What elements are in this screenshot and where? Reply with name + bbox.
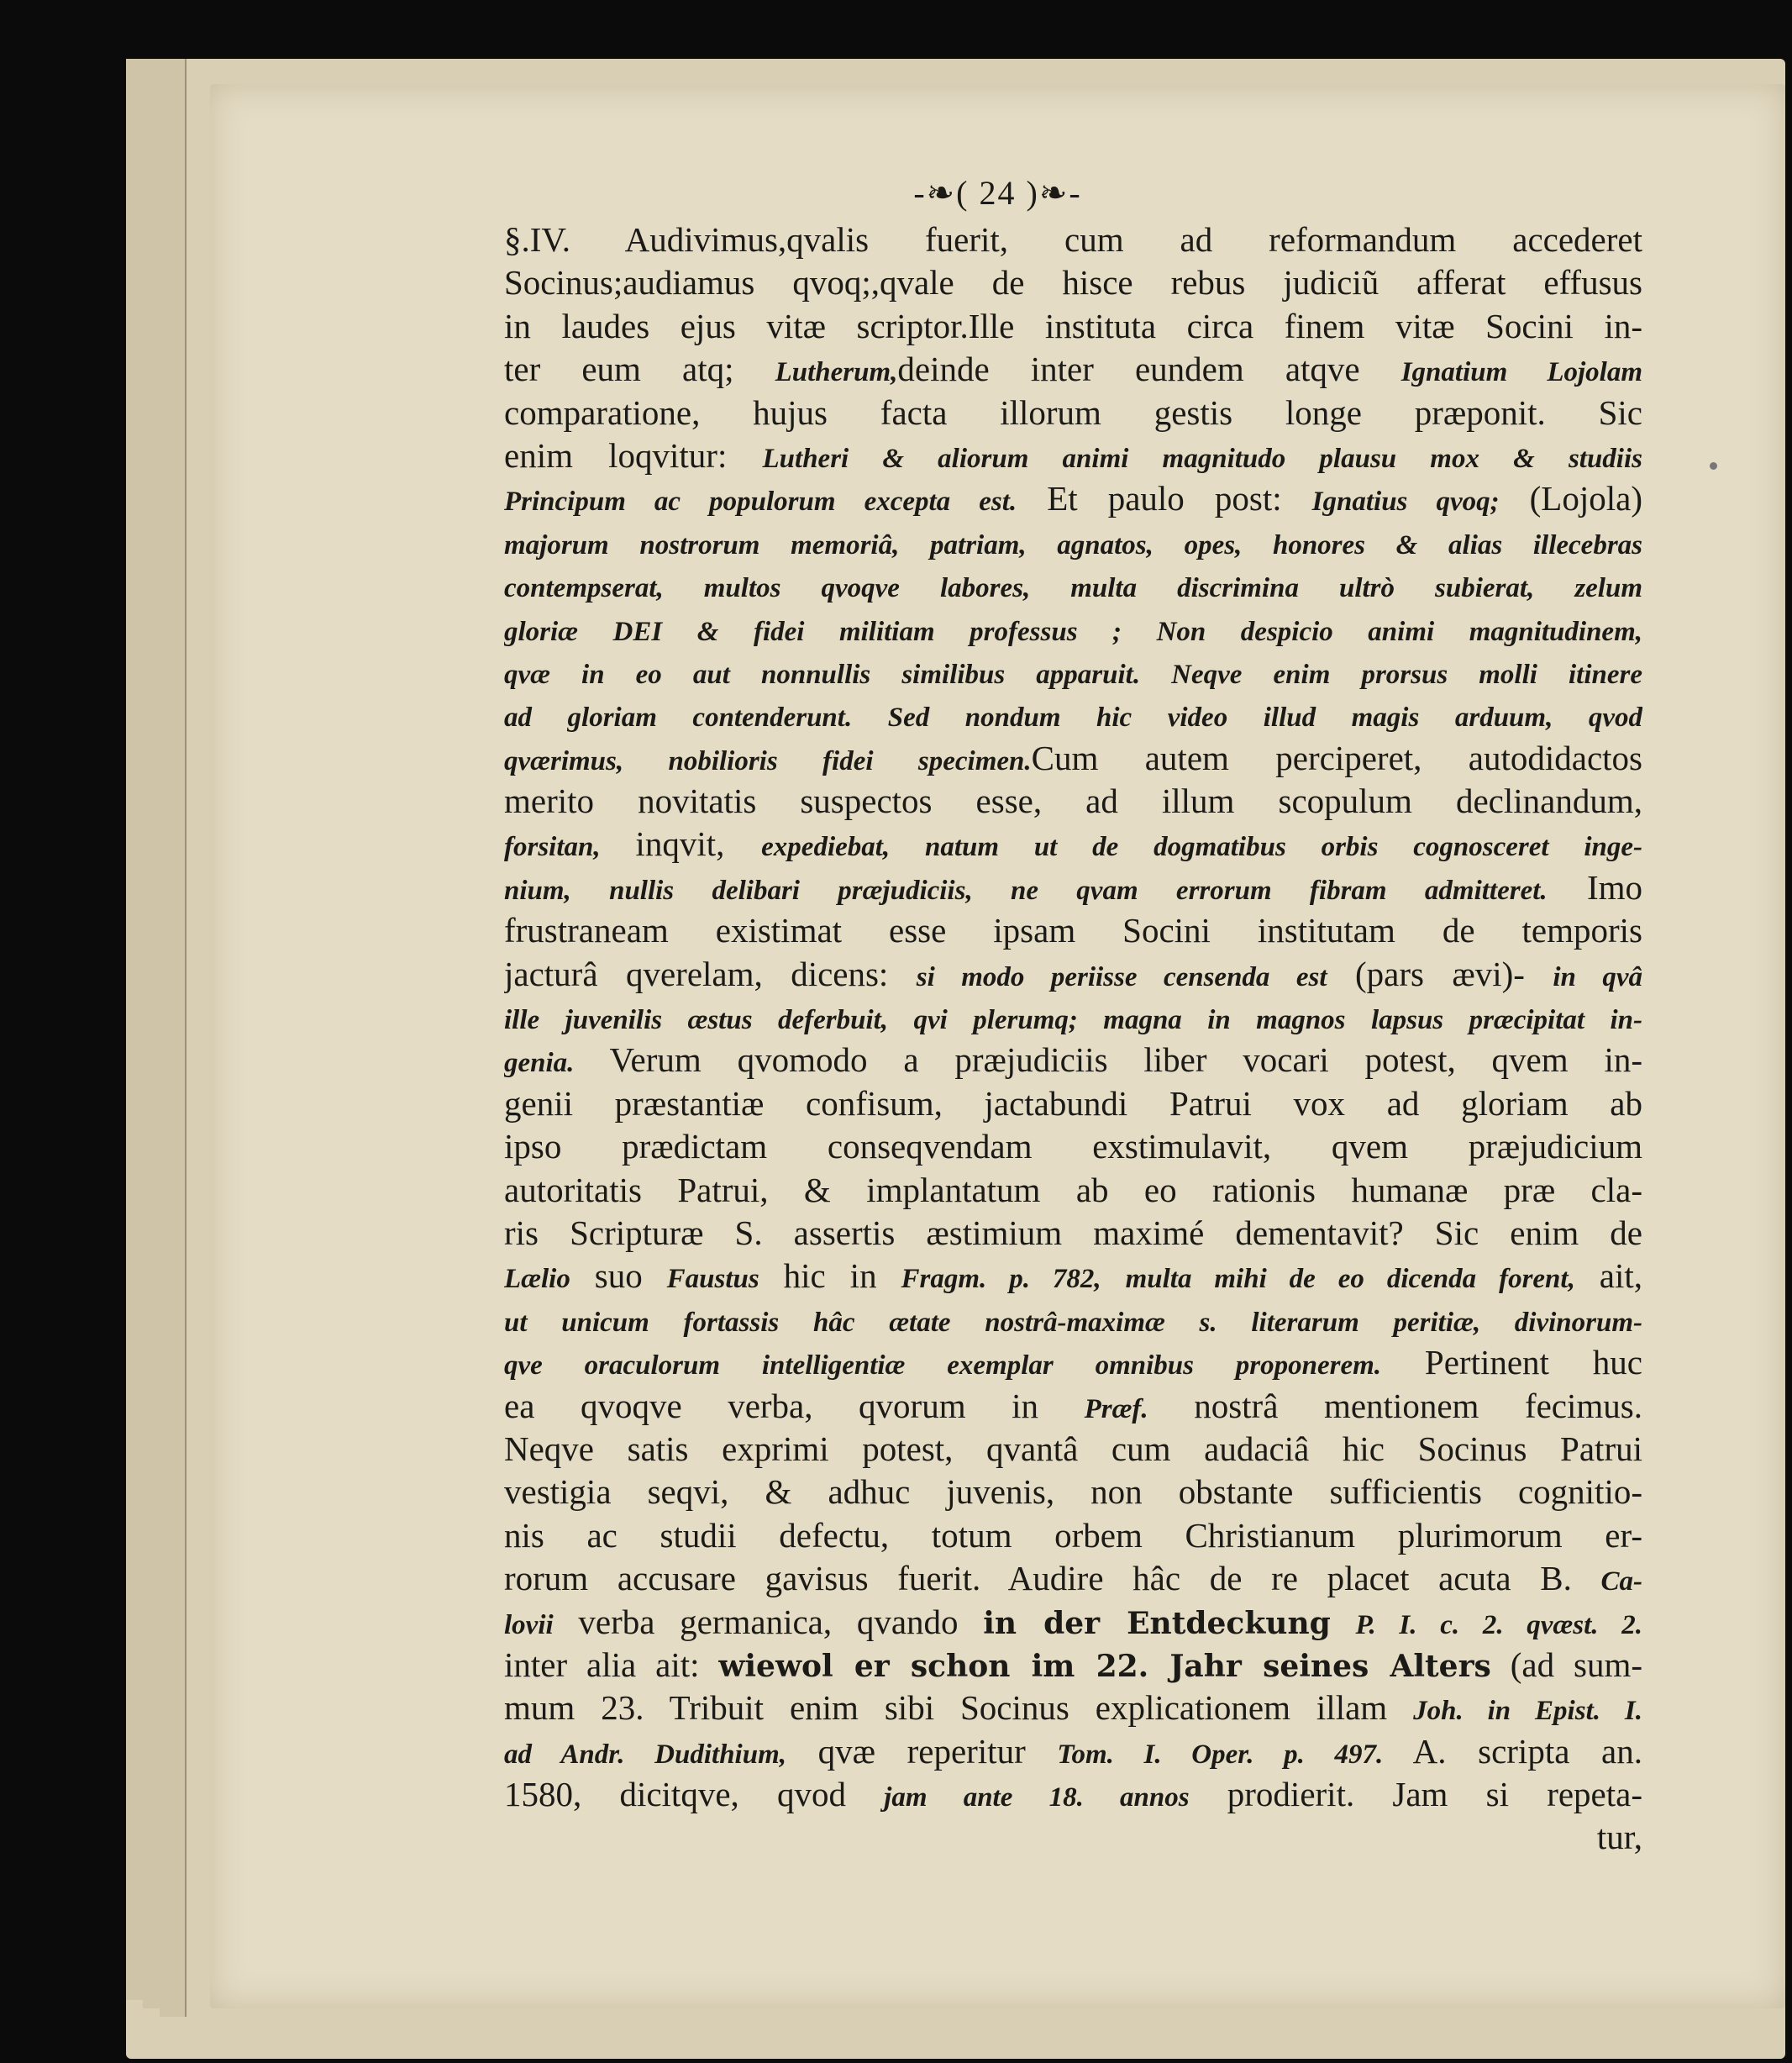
italic-text: genia.	[504, 1048, 575, 1079]
text-line	[504, 1298, 1642, 1341]
roman-text: enim loqvitur:	[504, 435, 763, 475]
roman-text: genii præstantiæ confisum, jactabundi Patrui vox ad gloriam ab	[504, 1083, 1642, 1123]
roman-text: Verum qvomodo a præjudiciis liber vocari potest, qvem in-	[574, 1040, 1642, 1080]
text-line	[504, 1644, 1642, 1687]
roman-text: deinde inter eundem atqve	[897, 350, 1401, 389]
roman-text: comparatione, hujus facta illorum gestis longe præponit. Sic	[504, 392, 1642, 432]
text-line	[504, 1039, 1642, 1081]
italic-text: Ignatius qvoq;	[1311, 487, 1500, 518]
roman-text: ea qvoqve verba, qvorum in	[504, 1386, 1085, 1425]
blackletter-text: in der Entdeckung	[983, 1605, 1331, 1641]
page-text	[504, 168, 1642, 1860]
roman-text: rorum accusare gavisus fuerit. Audire hâc de re placet acuta B.	[504, 1559, 1601, 1598]
italic-text: contempserat, multos qvoqve labores, multa discrimina ultrò subierat, zelum	[504, 573, 1642, 604]
text-line	[504, 1471, 1642, 1513]
italic-text: forsitan,	[504, 832, 636, 863]
roman-text: nostrâ mentionem fecimus.	[1148, 1386, 1642, 1425]
text-line	[504, 1255, 1642, 1297]
roman-text: qvæ reperitur	[786, 1731, 1058, 1771]
text-line	[504, 737, 1642, 780]
page-header: -❧( 24 )❧-	[913, 174, 1082, 212]
text-line	[504, 780, 1642, 823]
text-line	[504, 693, 1642, 736]
ink-speck	[1710, 462, 1717, 470]
roman-text: autoritatis Patrui, & implantatum ab eo rationis humanæ præ cla-	[504, 1170, 1642, 1209]
text-line	[504, 1428, 1642, 1471]
roman-text: inqvit,	[635, 824, 762, 864]
roman-text: ris Scripturæ S. assertis æstimium maximé dementavit? Sic enim de	[504, 1213, 1642, 1252]
text-line	[504, 1385, 1642, 1428]
roman-text: 1580, dicitqve, qvod	[504, 1775, 885, 1814]
roman-text	[1101, 1256, 1126, 1295]
text-line	[504, 1557, 1642, 1600]
italic-text: nium, nullis delibari præjudiciis, ne qvam errorum fibram admitteret.	[504, 875, 1548, 906]
italic-text: gloriæ DEI & fidei militiam professus ; Non despicio animi magnitudinem,	[504, 616, 1642, 647]
page-edge	[160, 59, 187, 2017]
text-line	[504, 218, 1642, 261]
italic-text: majorum nostrorum memoriâ, patriam, agnatos, opes, honores & alias illecebras	[504, 529, 1642, 560]
roman-text: merito novitatis suspectos esse, ad illum scopulum declinandum,	[504, 782, 1642, 821]
text-line	[504, 521, 1642, 564]
text-line	[504, 1169, 1642, 1212]
italic-text: in qvâ	[1553, 961, 1642, 992]
italic-text: P. I. c. 2. qvæst. 2.	[1355, 1609, 1642, 1640]
text-line	[504, 564, 1642, 607]
text-line	[504, 866, 1642, 909]
italic-text: Fragm. p. 782,	[901, 1264, 1101, 1295]
text-line	[504, 392, 1642, 434]
text-line	[504, 1341, 1642, 1384]
roman-text: Imo	[1547, 867, 1642, 907]
roman-text: ipso prædictam conseqvendam exstimulavit, qvem præjudicium	[504, 1127, 1642, 1166]
roman-text: jacturâ qverelam, dicens:	[504, 954, 917, 993]
italic-text: expediebat, natum ut de dogmatibus orbis cognosceret inge-	[761, 832, 1642, 863]
italic-text: jam ante 18. annos	[884, 1782, 1190, 1813]
text-line	[504, 348, 1642, 391]
italic-text: Lutheri & aliorum animi magnitudo plausu mox & studiis	[762, 443, 1642, 474]
roman-text: vestigia seqvi, & adhuc juvenis, non obstante sufficientis cognitio-	[504, 1472, 1642, 1512]
italic-text: Lælio	[504, 1264, 570, 1295]
roman-text: frustraneam existimat esse ipsam Socini institutam de temporis	[504, 911, 1642, 950]
text-line	[504, 650, 1642, 693]
blackletter-text: wiewol er schon im 22. Jahr seines Alters	[718, 1648, 1491, 1684]
text-line	[504, 953, 1642, 996]
roman-text: verba germanica, qvando	[553, 1602, 984, 1641]
text-line	[504, 434, 1642, 477]
text-line	[504, 996, 1642, 1039]
italic-text: Principum ac populorum excepta est.	[504, 487, 1017, 518]
roman-text: ter eum atq;	[504, 350, 775, 389]
text-line	[504, 261, 1642, 304]
roman-text: prodierit. Jam si repeta-	[1189, 1775, 1642, 1814]
italic-text: qve oraculorum intelligentiæ exemplar omnibus proponerem.	[504, 1350, 1382, 1381]
italic-text: Præf.	[1084, 1393, 1148, 1424]
italic-text: ille juvenilis æstus deferbuit, qvi plerumq; magna in magnos lapsus præcipitat in-	[504, 1005, 1642, 1036]
roman-text: in laudes ejus vitæ scriptor.Ille instituta circa finem vitæ Socini in-	[504, 306, 1642, 345]
roman-text: Cum autem perciperet, autodidactos	[1031, 738, 1642, 777]
roman-text: tur,	[1596, 1818, 1642, 1857]
roman-text: (pars ævi)-	[1327, 954, 1553, 993]
roman-text	[1331, 1603, 1356, 1641]
italic-text: Faustus	[666, 1264, 759, 1295]
roman-text: Et paulo post:	[1017, 479, 1312, 518]
roman-text: Socinus;audiamus qvoq;,qvale de hisce rebus judiciũ afferat effusus	[504, 263, 1642, 303]
text-line	[504, 1514, 1642, 1557]
italic-text: Joh. in Epist. I.	[1413, 1696, 1642, 1727]
roman-text: §.IV. Audivimus,qvalis fuerit, cum ad reformandum accederet	[504, 220, 1642, 259]
italic-text: ad gloriam contenderunt. Sed nondum hic video illud magis arduum, qvod	[504, 703, 1642, 734]
roman-text: nis ac studii defectu, totum orbem Christianum plurimorum er-	[504, 1515, 1642, 1555]
roman-text: Neqve satis exprimi potest, qvantâ cum audaciâ hic Socinus Patrui	[504, 1429, 1642, 1468]
text-line	[504, 608, 1642, 650]
text-line	[504, 477, 1642, 520]
text-line	[504, 1687, 1642, 1729]
text-line	[504, 823, 1642, 866]
italic-text: Tom. I. Oper. p. 497.	[1057, 1739, 1384, 1770]
italic-text: Ignatium Lojolam	[1400, 357, 1642, 388]
italic-text: ad Andr. Dudithium,	[504, 1739, 786, 1770]
roman-text: mum 23. Tribuit enim sibi Socinus explicationem illam	[504, 1688, 1414, 1728]
text-line	[504, 305, 1642, 348]
roman-text: A. scripta an.	[1383, 1731, 1642, 1771]
text-lines	[504, 218, 1642, 1860]
text-line	[504, 1212, 1642, 1255]
italic-text: qværimus, nobilioris fidei specimen.	[504, 745, 1032, 776]
roman-text: Pertinent huc	[1381, 1343, 1642, 1382]
roman-text: inter alia ait:	[504, 1645, 719, 1684]
italic-text: qvæ in eo aut nonnullis similibus apparuit. Neqve enim prorsus molli itinere	[504, 659, 1642, 690]
roman-text: (ad sum-	[1490, 1645, 1642, 1684]
italic-text: Lutherum,	[775, 357, 898, 388]
italic-text: multa mihi de eo dicenda forent,	[1125, 1264, 1575, 1295]
text-line	[504, 1816, 1642, 1859]
italic-text: si modo periisse censenda est	[916, 961, 1327, 992]
roman-text: ait,	[1574, 1256, 1642, 1296]
roman-text: (Lojola)	[1499, 479, 1642, 518]
italic-text: Ca-	[1600, 1566, 1642, 1597]
roman-text: suo	[570, 1256, 667, 1296]
text-line	[504, 1730, 1642, 1773]
roman-text: hic in	[759, 1256, 901, 1296]
text-line	[504, 1082, 1642, 1125]
text-line	[504, 1773, 1642, 1816]
text-line	[504, 1125, 1642, 1168]
italic-text: lovii	[504, 1609, 554, 1640]
text-line	[504, 909, 1642, 952]
text-line	[504, 1601, 1642, 1644]
italic-text: ut unicum fortassis hâc ætate nostrâ-maximæ s. literarum peritiæ, divinorum-	[504, 1307, 1642, 1338]
